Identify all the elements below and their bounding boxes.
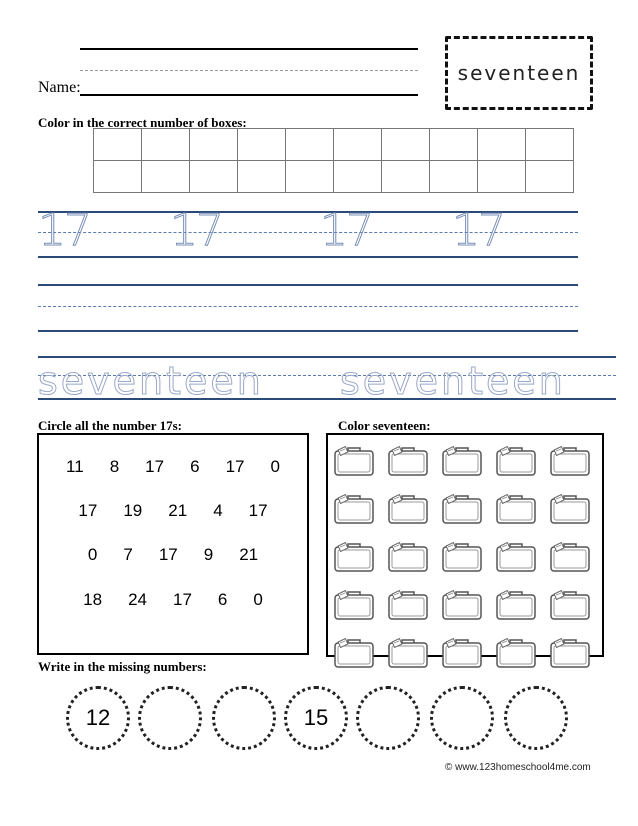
briefcase-icon[interactable] (387, 541, 429, 578)
number-item[interactable]: 24 (128, 590, 147, 609)
coloring-box[interactable] (94, 129, 142, 161)
coloring-box[interactable] (286, 129, 334, 161)
name-label: Name: (38, 79, 81, 96)
number-row (39, 545, 307, 565)
trace-word-item: seventeen (38, 359, 264, 403)
number-item[interactable]: 17 (172, 590, 192, 609)
briefcase-icon[interactable] (333, 589, 375, 626)
coloring-box[interactable] (334, 161, 382, 193)
number-item[interactable]: 6 (190, 457, 200, 476)
number-item[interactable]: 0 (87, 545, 98, 564)
number-item[interactable]: 7 (123, 545, 133, 564)
coloring-box[interactable] (478, 129, 526, 161)
number-circle[interactable] (356, 686, 420, 750)
number-item[interactable]: 11 (66, 457, 84, 476)
number-item[interactable]: 18 (83, 590, 103, 609)
name-top-line (80, 48, 418, 50)
briefcase-icon[interactable] (333, 445, 375, 482)
briefcase-icon[interactable] (387, 637, 429, 674)
number-word-box (445, 36, 593, 110)
coloring-box[interactable] (430, 129, 478, 161)
number-row (39, 590, 307, 610)
number-item[interactable]: 0 (253, 590, 263, 609)
number-item[interactable]: 21 (239, 545, 259, 564)
trace-17-item: 17 (452, 205, 504, 256)
coloring-box-grid (93, 128, 574, 193)
briefcase-icon[interactable] (387, 493, 429, 530)
coloring-box[interactable] (382, 161, 430, 193)
circle-number: 12 (85, 705, 111, 730)
coloring-box[interactable] (142, 161, 190, 193)
briefcase-icon[interactable] (549, 493, 591, 530)
coloring-box[interactable] (382, 129, 430, 161)
briefcase-icon[interactable] (333, 493, 375, 530)
circle-instruction: Circle all the number 17s: (38, 418, 182, 433)
name-writing-line[interactable] (80, 94, 418, 96)
color-items-panel (326, 433, 604, 657)
number-circle[interactable] (66, 686, 130, 750)
number-item[interactable]: 6 (217, 590, 228, 609)
boxes-instruction: Color in the correct number of boxes: (38, 115, 247, 130)
number-circle[interactable] (504, 686, 568, 750)
briefcase-icon[interactable] (495, 541, 537, 578)
coloring-box[interactable] (430, 161, 478, 193)
number-item[interactable]: 17 (225, 457, 245, 476)
number-item[interactable]: 17 (248, 501, 268, 520)
number-item[interactable]: 9 (203, 545, 214, 564)
briefcase-icon[interactable] (495, 445, 537, 482)
briefcase-icon[interactable] (441, 589, 483, 626)
coloring-box[interactable] (286, 161, 334, 193)
number-item[interactable]: 17 (78, 501, 98, 520)
briefcase-icon[interactable] (549, 445, 591, 482)
coloring-box[interactable] (190, 129, 238, 161)
name-mid-dashed-line (80, 70, 418, 71)
circle-number: 15 (303, 705, 329, 730)
color-instruction: Color seventeen: (338, 418, 431, 433)
briefcase-grid (333, 445, 591, 674)
briefcase-icon[interactable] (441, 637, 483, 674)
coloring-box[interactable] (478, 161, 526, 193)
briefcase-icon[interactable] (549, 589, 591, 626)
coloring-box[interactable] (142, 129, 190, 161)
practice-top-line[interactable] (38, 284, 578, 286)
number-item[interactable]: 19 (123, 501, 143, 520)
number-item[interactable]: 8 (109, 457, 120, 476)
trace-word-item: seventeen (340, 359, 566, 403)
number-circle[interactable] (430, 686, 494, 750)
briefcase-icon[interactable] (333, 637, 375, 674)
number-row (39, 457, 307, 477)
briefcase-icon[interactable] (495, 589, 537, 626)
number-row (39, 501, 307, 521)
briefcase-icon[interactable] (387, 589, 429, 626)
number-word: seventeen (457, 61, 581, 85)
circle-numbers-panel (37, 433, 309, 655)
number-item[interactable]: 4 (213, 501, 223, 520)
briefcase-icon[interactable] (495, 493, 537, 530)
briefcase-icon[interactable] (441, 541, 483, 578)
trace-word-top-line (38, 356, 616, 358)
number-item[interactable]: 17 (158, 545, 178, 564)
coloring-box[interactable] (238, 161, 286, 193)
briefcase-icon[interactable] (441, 445, 483, 482)
number-item[interactable]: 21 (168, 501, 188, 520)
trace-17-item: 17 (38, 205, 90, 256)
missing-instruction: Write in the missing numbers: (38, 659, 207, 674)
briefcase-icon[interactable] (441, 493, 483, 530)
coloring-box[interactable] (526, 161, 574, 193)
coloring-box[interactable] (334, 129, 382, 161)
briefcase-icon[interactable] (549, 541, 591, 578)
coloring-box[interactable] (238, 129, 286, 161)
number-item[interactable]: 17 (145, 457, 165, 476)
copyright-text: © www.123homeschool4me.com (445, 762, 591, 773)
practice-mid-line (38, 306, 578, 307)
trace-17-base-line (38, 256, 578, 258)
trace-17-item: 17 (320, 205, 372, 256)
number-item[interactable]: 0 (270, 457, 280, 476)
number-circle[interactable] (212, 686, 276, 750)
briefcase-icon[interactable] (495, 637, 537, 674)
number-circle[interactable] (284, 686, 348, 750)
number-circle[interactable] (138, 686, 202, 750)
coloring-box[interactable] (526, 129, 574, 161)
briefcase-icon[interactable] (387, 445, 429, 482)
trace-17-item: 17 (170, 205, 222, 256)
practice-base-line[interactable] (38, 330, 578, 332)
coloring-box[interactable] (190, 161, 238, 193)
briefcase-icon[interactable] (333, 541, 375, 578)
briefcase-icon[interactable] (549, 637, 591, 674)
coloring-box[interactable] (94, 161, 142, 193)
